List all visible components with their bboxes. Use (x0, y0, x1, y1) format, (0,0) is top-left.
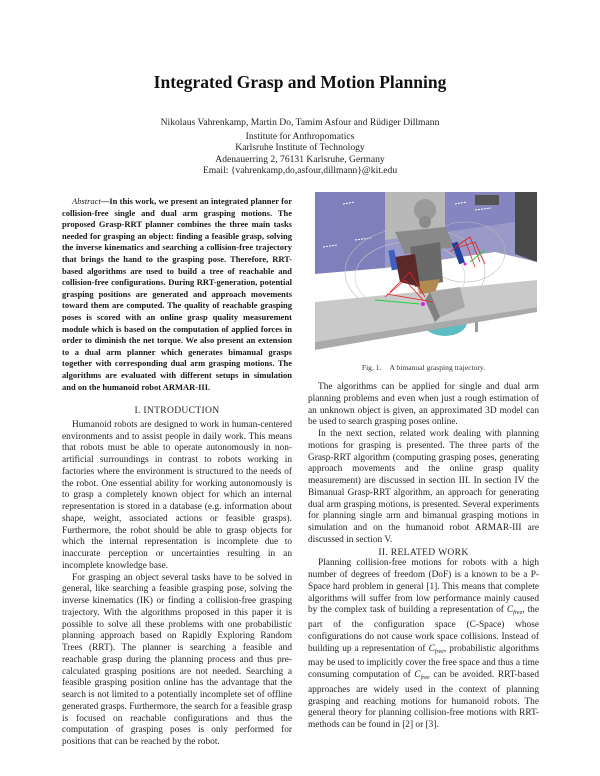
section-heading-introduction: I. INTRODUCTION (134, 405, 220, 417)
text-run: Planning collision-free motions for robots with a high number of degrees of freedom (DoF) is a known to be a P-Space hard problem in general [1]. This means that complete algorithms will suffer from low performance mainly caused by the complex task of building a representation of (308, 558, 539, 616)
figure-bimanual-grasp (315, 192, 537, 354)
intro-paragraph-3: The algorithms can be applied for single and dual arm planning problems and even when just a rough estimation of an unknown object is given, an approximated 3D model can be used to search grasping poses online. (308, 382, 539, 428)
author-names: Nikolaus Vahrenkamp, Martin Do, Tamim Asfour and Rüdiger Dillmann (160, 117, 440, 128)
math-cfree (414, 670, 429, 680)
section-heading-related-work: II. RELATED WORK (378, 546, 469, 558)
math-subscript: free (420, 675, 430, 681)
right-column (308, 382, 539, 732)
text-run: can be avoided. RRT-based approaches are widely used in the context of planning grasping and reaching motions for humanoid robots. The general theory for planning collision-free motions with RRT-methods can be found in [2] or [3]. (308, 670, 540, 730)
intro-paragraph-2: For grasping an object several tasks have to be solved in general, like searching a feasible grasping pose, solving the inverse kinematics (IK) or finding a collision-free grasping trajectory. With the algorithms proposed in this paper it is possible to solve all these problems with one probabilistic planning approach based on Rapidly Exploring Random Trees (RRT). The planner is searching a feasible and reachable grasp during the planning process and thus pre-calculated grasping positions are not needed. Searching a feasible grasping position online has the advantage that the search is not limited to a potentially incomplete set of offline generated grasps. Furthermore, the search for a feasible grasp is focused on reachable configurations and thus the computation of grasping poses is only performed for positions that can be reached by the robot. (62, 572, 292, 748)
affiliation-line: Adenauerring 2, 76131 Karlsruhe, Germany (215, 153, 385, 165)
abstract-text: In this work, we present an integrated planner for collision-free single and dual arm grasping motions. The proposed Grasp-RRT planner combines the three main tasks needed for grasping an object: finding a feasible grasp, solving the inverse kinematics and searching a collision-free trajectory that brings the hand to the grasping pose. Therefore, RRT-based algorithms are used to build a tree of reachable and collision-free configurations. During RRT-generation, potential grasping positions are generated and approach movements toward them are computed. The quality of reachable grasping poses is scored with an online grasp quality measurement module which is based on the computation of applied forces in order to diminish the net torque. We also present an extension to a dual arm planner which generates bimanual grasps together with corresponding dual arm grasping motions. The algorithms are evaluated with different setups in simulation and on the humanoid robot ARMAR-III. (62, 196, 292, 392)
email-line: Email: {vahrenkamp,do,asfour,dillmann}@kit.edu (202, 165, 398, 177)
figure-caption (308, 363, 539, 372)
math-cfree (507, 605, 522, 615)
math-subscript: free (513, 610, 523, 617)
math-symbol: C (428, 643, 435, 654)
abstract-lead: Abstract (72, 196, 101, 206)
affiliation-line: Institute for Anthropomatics (245, 130, 355, 142)
affiliation-line: Karlsruhe Institute of Technology (235, 142, 365, 154)
left-column (62, 196, 292, 749)
related-paragraph-1 (308, 558, 539, 732)
math-symbol: C (414, 670, 421, 680)
author-block (0, 117, 600, 177)
abstract (62, 196, 292, 393)
figure-label: Fig. 1. (361, 363, 382, 372)
abstract-dash: — (100, 196, 110, 206)
math-cfree (429, 644, 444, 654)
math-symbol: C (506, 605, 514, 616)
robot-scene-image (315, 192, 537, 354)
text-run: , the part of the configuration space (C-Space) whose configurations do not cause work space collisions. Instead of building up a representation of (308, 605, 539, 654)
intro-paragraph-1: Humanoid robots are designed to work in human-centered environments and to assist people in daily work. This means that robots must be able to operate autonomously in non-artificial surroundings in contrast to robots working in factories where the environment is structured to the needs of the robot. One essential ability for working autonomously is to grasp a completely known object for which an internal representation is stored in a database (e.g. information about shape, weight, associated actions or feasible grasps). Furthermore, the robot should be able to grasp objects for which the internal representation is incomplete due to inaccurate perception or uncertainties resulting in an incomplete knowledge base. (62, 419, 292, 571)
figure-caption-text: A bimanual grasping trajectory. (389, 363, 486, 372)
text-run: , probabilistic algorithms may be used to implicitly cover the free space and thus a time consuming computation of (308, 643, 540, 680)
paper-title: Integrated Grasp and Motion Planning (153, 72, 447, 92)
intro-paragraph-4: In the next section, related work dealing with planning motions for grasping is presented. The three parts of the Grasp-RRT algorithm (computing grasping poses, generating approach movements and the online grasp quality measurement) are discussed in section III. In section IV the Bimanual Grasp-RRT algorithm, an approach for generating dual arm grasping motions, is presented. Several experiments for planning single arm and bimanual grasping motions in simulation and on the humanoid robot ARMAR-III are discussed in section V. (308, 429, 539, 545)
math-subscript: free (434, 648, 444, 655)
